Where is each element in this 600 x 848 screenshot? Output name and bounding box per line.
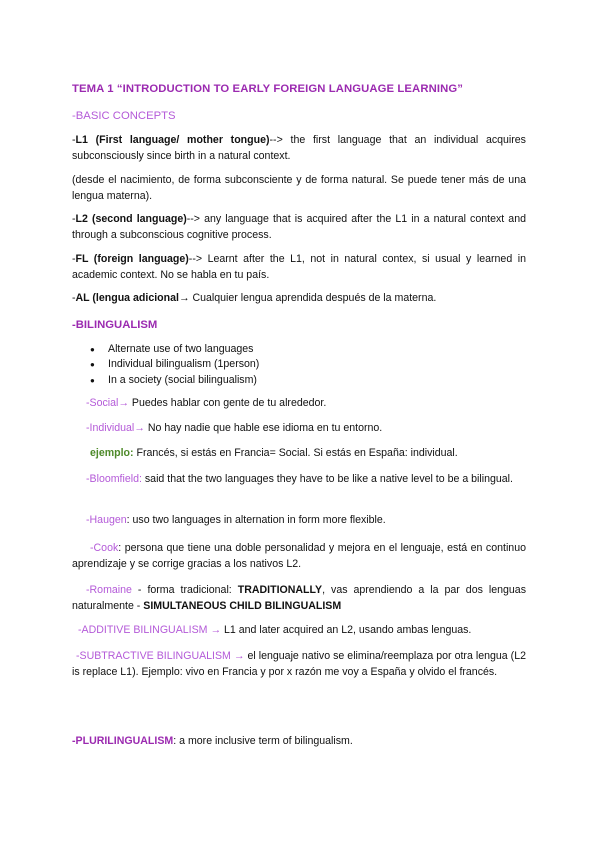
arrow-right-icon: → [118, 397, 129, 409]
paragraph-individual [86, 420, 540, 436]
paragraph-additive [78, 622, 532, 638]
term-l2: L2 (second language) [75, 213, 187, 225]
plurilingualism-text: : a more inclusive term of bilingualism. [173, 735, 353, 747]
cook-text: : persona que tiene una doble personalidad y mejora en el lenguaje, está en continuo aprendizaje y se corrige gracias a los nativos L2. [72, 542, 526, 570]
l1-definition: --> the first language that an individual acquires subconsciously since birth in a natural context. [72, 134, 526, 162]
l2-definition: --> any language that is acquired after the L1 in a natural context and through a subconscious cognitive process. [72, 213, 526, 241]
romaine-bold-simultaneous: SIMULTANEOUS CHILD BILINGUALISM [143, 600, 342, 612]
paragraph-plurilingualism [72, 733, 526, 749]
document-title: TEMA 1 “INTRODUCTION TO EARLY FOREIGN LANGUAGE LEARNING” [72, 83, 463, 95]
romaine-text-2: , vas aprendiendo a la par dos lenguas naturalmente - [72, 584, 526, 612]
bloomfield-text: said that the two languages they have to be like a native level to be a bilingual. [141, 473, 513, 485]
l2-prefix: - [72, 213, 76, 225]
label-subtractive-bilingualism: -SUBTRACTIVE BILINGUALISM [76, 650, 231, 662]
arrow-right-icon: → [207, 624, 222, 636]
arrow-right-icon: → [134, 422, 145, 434]
list-item: ● Alternate use of two languages [90, 342, 259, 357]
additive-text: L1 and later acquired an L2, usando ambas lenguas. [221, 624, 472, 636]
paragraph-al [72, 290, 526, 306]
label-social: -Social [86, 397, 119, 409]
subtractive-text: el lenguaje nativo se elimina/reemplaza por otra lengua (L2 is replace L1). Ejemplo: vivo en Francia y por x razón me voy a España y olvido el francés. [72, 650, 526, 678]
paragraph-romaine [72, 582, 526, 614]
section-heading-bilingualism: -BILINGUALISM [72, 319, 158, 331]
term-fl: FL (foreign language) [75, 253, 189, 265]
label-haugen: -Haugen [86, 514, 127, 526]
paragraph-cook [72, 540, 526, 572]
paragraph-haugen [86, 512, 540, 528]
label-cook: -Cook [90, 542, 119, 554]
paragraph-l1-note: (desde el nacimiento, de forma subconsciente y de forma natural. Se puede tener más de una lengua materna). [72, 174, 526, 202]
al-prefix: - [72, 292, 76, 304]
paragraph-bloomfield [72, 471, 526, 487]
list-item: ● Individual bilingualism (1person) [90, 357, 259, 372]
romaine-bold-traditionally: TRADITIONALLY [237, 584, 323, 596]
individual-text: No hay nadie que hable ese idioma en tu entorno. [144, 422, 383, 434]
label-romaine: -Romaine [86, 584, 132, 596]
paragraph-fl [72, 251, 526, 283]
bilingualism-bullet-list [90, 342, 259, 388]
paragraph-l1 [72, 132, 526, 164]
label-individual: -Individual [86, 422, 135, 434]
fl-definition: --> Learnt after the L1, not in natural contex, si usual y learned in academic context. No se habla en tu país. [72, 253, 526, 281]
l1-prefix: - [72, 134, 76, 146]
haugen-text: : uso two languages in alternation in form more flexible. [126, 514, 386, 526]
label-plurilingualism: -PLURILINGUALISM [72, 735, 174, 747]
section-heading-basic-concepts: -BASIC CONCEPTS [72, 110, 176, 122]
paragraph-l2 [72, 211, 526, 243]
paragraph-social [86, 395, 540, 411]
arrow-right-icon: → [230, 650, 245, 662]
paragraph-ejemplo [90, 445, 544, 461]
label-ejemplo: ejemplo: [90, 447, 134, 459]
label-bloomfield: -Bloomfield: [86, 473, 142, 485]
term-l1: L1 (First language/ mother tongue) [75, 134, 270, 146]
list-item: ● In a society (social bilingualism) [90, 373, 259, 388]
paragraph-subtractive [72, 648, 526, 680]
ejemplo-text: Francés, si estás en Francia= Social. Si estás en España: individual. [133, 447, 458, 459]
romaine-text-1: - forma tradicional: [131, 584, 238, 596]
fl-prefix: - [72, 253, 76, 265]
label-additive-bilingualism: -ADDITIVE BILINGUALISM [78, 624, 208, 636]
social-text: Puedes hablar con gente de tu alrededor. [128, 397, 327, 409]
term-al: AL (lengua adicional [75, 292, 179, 304]
al-definition: → Cualquier lengua aprendida después de la materna. [178, 292, 437, 304]
